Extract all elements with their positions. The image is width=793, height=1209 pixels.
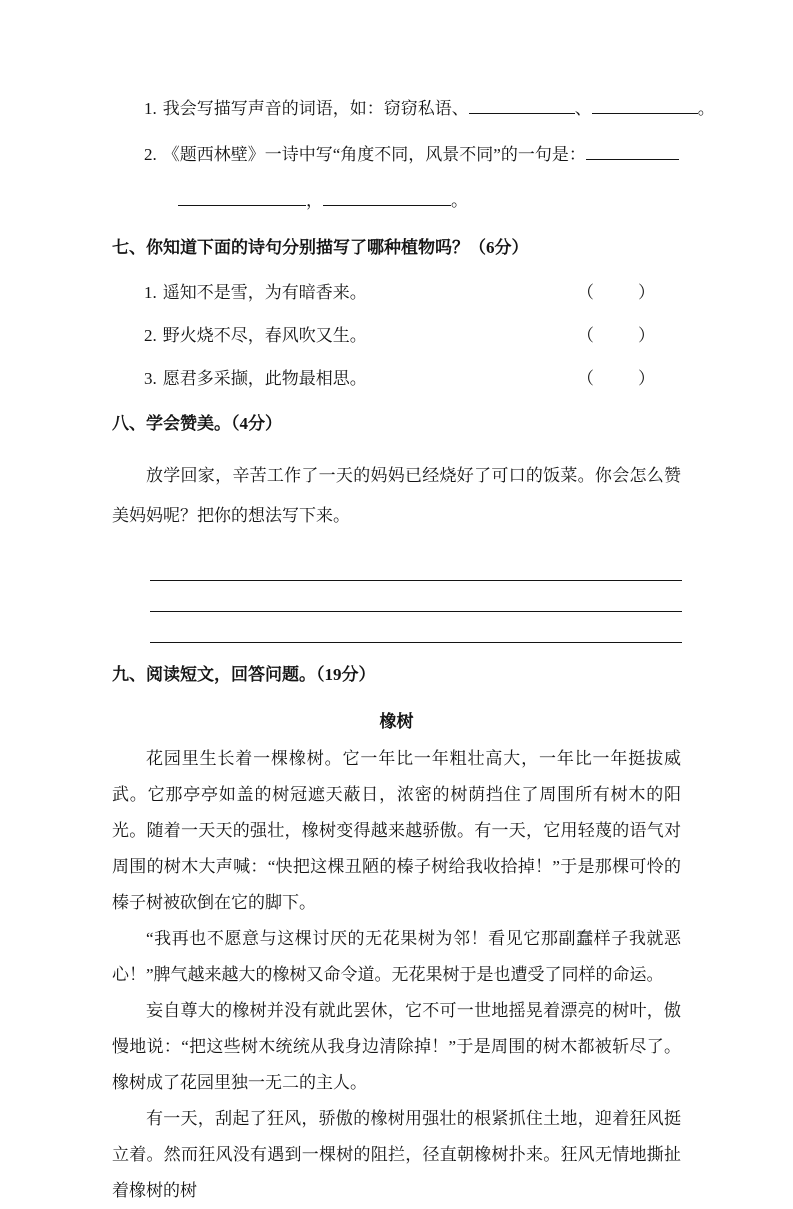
answer-blank [592,98,698,114]
comma: ， [306,191,323,210]
passage-paragraph: “我再也不愿意与这棵讨厌的无花果树为邻！看见它那副蠢样子我就恶心！”脾气越来越大的橡树又命令道。无花果树于是也遭受了同样的命运。 [112,929,681,984]
writing-line [150,612,682,643]
bracket-open: （ [577,369,594,388]
separator: 、 [574,99,592,118]
poem-line: 野火烧不尽，春风吹又生。 [162,326,367,345]
answer-bracket [577,323,655,349]
bracket-close: ） [638,326,655,345]
poem-line: 遥知不是雪，为有暗香来。 [162,283,367,302]
question-number: 2. [144,145,157,164]
item-number: 1. [144,283,157,302]
question-number: 1. [144,99,157,118]
answer-blank [323,190,451,206]
section-7-heading: 七、你知道下面的诗句分别描写了哪种植物吗？（6分） [112,238,529,257]
poem-item-1 [112,280,681,306]
question-poem-line-continuation [112,186,681,216]
question-text: 《题西林壁》一诗中写“角度不同，风景不同”的一句是： [162,145,586,164]
passage-paragraph: 花园里生长着一棵橡树。它一年比一年粗壮高大，一年比一年挺拔威武。它那亭亭如盖的树冠遮天蔽日，浓密的树荫挡住了周围所有树木的阳光。随着一天天的强壮，橡树变得越来越骄傲。有一天，它用轻蔑的语气对周围的树木大声喊：“快把这棵丑陋的榛子树给我收拾掉！”于是那棵可怜的榛子树被砍倒在它的脚下。 [112,749,681,912]
answer-blank [178,190,306,206]
poem-text [144,323,367,349]
poem-item-3 [112,366,681,392]
passage-paragraph: 妄自尊大的橡树并没有就此罢休，它不可一世地摇晃着漂亮的树叶，傲慢地说：“把这些树木统统从我身边清除掉！”于是周围的树木都被斩尽了。橡树成了花园里独一无二的主人。 [112,1001,681,1092]
answer-bracket [577,366,655,392]
period: 。 [451,191,468,210]
writing-line [150,581,682,612]
answer-bracket [577,280,655,306]
bracket-close: ） [638,369,655,388]
item-number: 2. [144,326,157,345]
bracket-open: （ [577,283,594,302]
section-8-prompt: 放学回家，辛苦工作了一天的妈妈已经烧好了可口的饭菜。你会怎么赞美妈妈呢？把你的想法写下来。 [112,466,681,525]
poem-line: 愿君多采撷，此物最相思。 [162,369,367,388]
section-8-heading: 八、学会赞美。（4分） [112,414,282,433]
passage-paragraph: 有一天，刮起了狂风，骄傲的橡树用强壮的根紧抓住土地，迎着狂风挺立着。然而狂风没有遇到一棵树的阻拦，径直朝橡树扑来。狂风无情地撕扯着橡树的树 [112,1109,681,1200]
answer-blank [469,98,575,114]
poem-text [144,280,367,306]
writing-line [150,550,682,581]
poem-item-2 [112,323,681,349]
question-text: 我会写描写声音的词语，如：窃窃私语、 [162,99,469,118]
reading-passage [112,741,681,1209]
answer-blank [586,144,679,160]
bracket-close: ） [638,283,655,302]
passage-title: 橡树 [379,712,414,731]
section-9-heading: 九、阅读短文，回答问题。（19分） [112,665,376,684]
period: 。 [697,99,715,118]
question-sound-words [112,94,715,124]
bracket-open: （ [577,326,594,345]
question-poem-line [112,140,681,170]
poem-text [144,366,367,392]
item-number: 3. [144,369,157,388]
writing-area [112,550,681,643]
